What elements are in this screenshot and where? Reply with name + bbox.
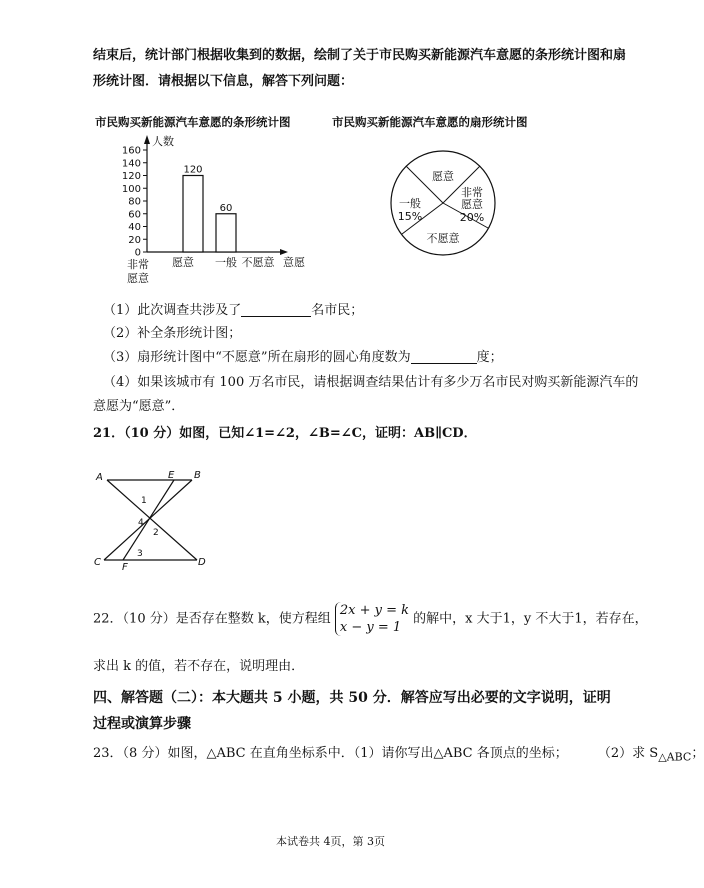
bar	[216, 214, 236, 252]
problem-22-line-2: 求出 k 的值，若不存在，说明理由．	[93, 659, 305, 674]
problem-22-text-cont: 的解中，x 大于1，y 不大于1，若存在，	[413, 611, 648, 627]
y-tick-label: 80	[128, 196, 141, 208]
category-label: 愿意	[127, 272, 149, 285]
pie-slice-label: 20%	[459, 211, 485, 224]
pie-slice-label: 愿意	[432, 170, 454, 183]
question-3-text-end: 度；	[476, 350, 503, 365]
angle-label-3: 3	[137, 549, 143, 559]
question-2: （2）补全条形统计图；	[103, 326, 242, 341]
y-tick-label: 60	[128, 209, 141, 221]
problem-22-line-1	[93, 602, 648, 636]
geometry-figure	[92, 468, 217, 573]
y-tick-label: 140	[121, 158, 141, 170]
point-label-B: B	[194, 470, 201, 481]
problem-23	[93, 745, 704, 767]
pie-slice-label: 15%	[397, 210, 423, 223]
y-tick-label: 20	[128, 234, 141, 246]
section-4-heading-line-1: 四、解答题（二）：本大题共 5 小题，共 50 分．解答应写出必要的文字说明，证明	[93, 690, 611, 706]
answer-blank	[241, 302, 311, 317]
y-tick-label: 160	[121, 145, 141, 157]
problem-23-end: ；	[691, 746, 704, 761]
bar-value-label: 60	[219, 202, 233, 214]
y-tick-label: 40	[128, 222, 141, 233]
angle-label-1: 1	[141, 496, 147, 506]
question-1-text: （1）此次调查共涉及了	[103, 303, 242, 318]
y-tick-label: 100	[121, 183, 141, 195]
problem-21: 21．（10 分）如图，已知∠1=∠2，∠B=∠C，证明：AB∥CD．	[93, 426, 477, 441]
question-4-line-2: 意愿为“愿意”．	[93, 399, 185, 414]
pie-slice-label: 愿意	[461, 198, 483, 211]
angle-label-4: 4	[138, 518, 144, 528]
category-label: 一般	[215, 256, 237, 269]
question-3	[103, 349, 503, 367]
point-label-E: E	[168, 470, 175, 481]
answer-blank	[411, 349, 477, 364]
y-axis-label: 人数	[152, 135, 174, 148]
pie-slice-label: 非常	[461, 186, 483, 199]
bar-chart	[110, 132, 320, 287]
problem-23-part-2: （2）求 S	[597, 746, 659, 761]
bar	[183, 176, 203, 253]
question-1-text-end: 名市民；	[311, 303, 364, 318]
page-footer: 本试卷共 4页，第 3页	[276, 835, 385, 848]
pie-slice-label: 一般	[399, 197, 421, 210]
subscript: △ABC	[658, 750, 692, 764]
segment-EF	[123, 480, 174, 560]
pie-chart	[388, 138, 500, 270]
point-label-C: C	[94, 557, 101, 568]
point-label-A: A	[96, 472, 103, 483]
intro-line-2: 形统计图．请根据以下信息，解答下列问题：	[93, 74, 354, 89]
problem-22-text: 22．（10 分）是否存在整数 k，使方程组	[93, 611, 331, 627]
category-label: 愿意	[172, 256, 194, 269]
y-axis-arrow	[144, 135, 150, 144]
question-3-text: （3）扇形统计图中“不愿意”所在扇形的圆心角度数为	[103, 350, 411, 365]
section-4-heading-line-2: 过程或演算步骤	[93, 716, 191, 732]
bar-chart-title: 市民购买新能源汽车意愿的条形统计图	[95, 115, 291, 129]
question-4-line-1: （4）如果该城市有 100 万名市民，请根据调查结果估计有多少万名市民对购买新能源汽车的	[103, 375, 639, 390]
bar-value-label: 120	[183, 164, 203, 176]
x-axis-label: 意愿	[283, 256, 305, 269]
category-label: 不愿意	[241, 256, 275, 269]
point-label-D: D	[198, 557, 206, 568]
equation-1: 2x + y = k	[339, 603, 410, 618]
segment-AD	[107, 480, 197, 560]
problem-23-text: 23．（8 分）如图，△ABC 在直角坐标系中．（1）请你写出△ABC 各顶点的坐标；	[93, 746, 568, 761]
y-tick-label: 120	[121, 171, 141, 182]
pie-chart-title: 市民购买新能源汽车意愿的扇形统计图	[332, 115, 528, 129]
intro-line-1: 结束后，统计部门根据收集到的数据，绘制了关于市民购买新能源汽车意愿的条形统计图和扇	[93, 48, 627, 63]
x-axis-arrow	[280, 249, 288, 255]
pie-slice-label: 不愿意	[426, 232, 460, 245]
equation-2: x − y = 1	[339, 620, 402, 635]
question-1	[103, 302, 363, 320]
category-label: 非常	[127, 258, 149, 271]
y-tick-label: 0	[134, 247, 141, 259]
equation-system	[335, 602, 409, 636]
angle-label-2: 2	[153, 528, 159, 538]
point-label-F: F	[122, 562, 128, 573]
